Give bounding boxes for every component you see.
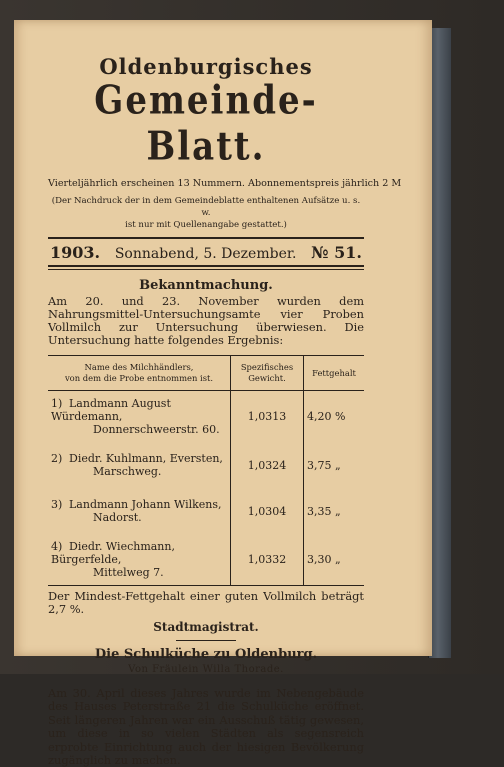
table-header-row bbox=[48, 356, 364, 391]
issue-number: № 51. bbox=[311, 243, 362, 262]
issue-line bbox=[48, 239, 364, 265]
reprint-notice-line2: ist nur mit Quellenangabe gestattet.) bbox=[125, 220, 287, 230]
page-content bbox=[48, 52, 402, 767]
reprint-notice-line1: (Der Nachdruck der in dem Gemeindeblatte enthaltenen Aufsätze u. s. w. bbox=[51, 196, 361, 218]
header-name-line2: von dem die Probe entnommen ist. bbox=[64, 373, 214, 383]
masthead-title-line2: Gemeinde-Blatt. bbox=[94, 78, 318, 170]
header-specific-gravity bbox=[231, 356, 304, 391]
row-name-line1: Landmann Johann Wilkens, bbox=[69, 498, 222, 511]
issue-year: 1903. bbox=[50, 243, 101, 262]
issue-date: Sonnabend, 5. Dezember. bbox=[114, 246, 297, 262]
reprint-notice bbox=[48, 195, 364, 231]
milk-test-table bbox=[48, 355, 364, 586]
header-fat: Fettgehalt bbox=[304, 356, 365, 391]
row-fat: 4,20 % bbox=[304, 391, 365, 443]
row-specific-gravity: 1,0304 bbox=[231, 488, 304, 534]
article-body: Am 30. April dieses Jahres wurde im Nebengebäude des Hauses Peterstraße 21 die Schulküche eröffnet. Seit längeren Jahren war ein Ausschuß tätig gewesen, um diese in so vielen Städten als segensreich erprobte Einrichtung auch der hiesigen Bevölkerung zugänglich zu machen. bbox=[48, 686, 364, 767]
row-name bbox=[48, 488, 231, 534]
row-name bbox=[48, 442, 231, 488]
row-number: 2) bbox=[51, 452, 63, 465]
row-fat: 3,75 „ bbox=[304, 442, 365, 488]
notice-intro: Am 20. und 23. November wurden dem Nahrungsmittel-Untersuchungsamte vier Proben Vollmilch zur Untersuchung überwiesen. Die Untersuchung hatte folgendes Ergebnis: bbox=[48, 294, 364, 347]
header-spec-line2: Gewicht. bbox=[248, 373, 286, 383]
header-name bbox=[48, 356, 231, 391]
header-name-line1: Name des Milchhändlers, bbox=[84, 362, 194, 372]
subscription-info: Vierteljährlich erscheinen 13 Nummern. Abonnementspreis jährlich 2 M bbox=[48, 178, 402, 189]
row-name-line1: Diedr. Wiechmann, Bürgerfelde, bbox=[51, 540, 175, 566]
row-number: 4) bbox=[51, 540, 63, 553]
newspaper-page bbox=[14, 20, 432, 767]
row-name-line1: Landmann August Würdemann, bbox=[51, 397, 171, 423]
header-spec-line1: Spezifisches bbox=[240, 362, 294, 372]
row-name-line1: Diedr. Kuhlmann, Eversten, bbox=[69, 452, 223, 465]
article-author: Von Fräulein Willa Thorade. bbox=[128, 664, 284, 675]
table-row bbox=[48, 442, 364, 488]
row-name bbox=[48, 534, 231, 586]
row-specific-gravity: 1,0324 bbox=[231, 442, 304, 488]
masthead-title-line1: Oldenburgisches bbox=[99, 54, 313, 79]
notice-signature: Stadtmagistrat. bbox=[153, 620, 259, 634]
row-number: 3) bbox=[51, 498, 63, 511]
table-row bbox=[48, 391, 364, 443]
row-specific-gravity: 1,0332 bbox=[231, 534, 304, 586]
row-name bbox=[48, 391, 231, 443]
issue-rule-thick bbox=[48, 265, 364, 267]
row-fat: 3,30 „ bbox=[304, 534, 365, 586]
row-name-line2: Donnerschweerstr. 60. bbox=[93, 423, 220, 436]
table-row bbox=[48, 534, 364, 586]
row-fat: 3,35 „ bbox=[304, 488, 365, 534]
row-specific-gravity: 1,0313 bbox=[231, 391, 304, 443]
notice-closing: Der Mindest-Fettgehalt einer guten Vollmilch beträgt 2,7 %. bbox=[48, 589, 364, 616]
row-name-line2: Nadorst. bbox=[93, 511, 142, 524]
table-row bbox=[48, 488, 364, 534]
article-heading: Die Schulküche zu Oldenburg. bbox=[94, 647, 318, 662]
issue-rule-thin bbox=[48, 269, 364, 270]
row-name-line2: Marschweg. bbox=[93, 465, 162, 478]
row-name-line2: Mittelweg 7. bbox=[93, 566, 164, 579]
row-number: 1) bbox=[51, 397, 63, 410]
notice-heading: Bekanntmachung. bbox=[139, 278, 273, 293]
section-divider bbox=[176, 640, 236, 641]
